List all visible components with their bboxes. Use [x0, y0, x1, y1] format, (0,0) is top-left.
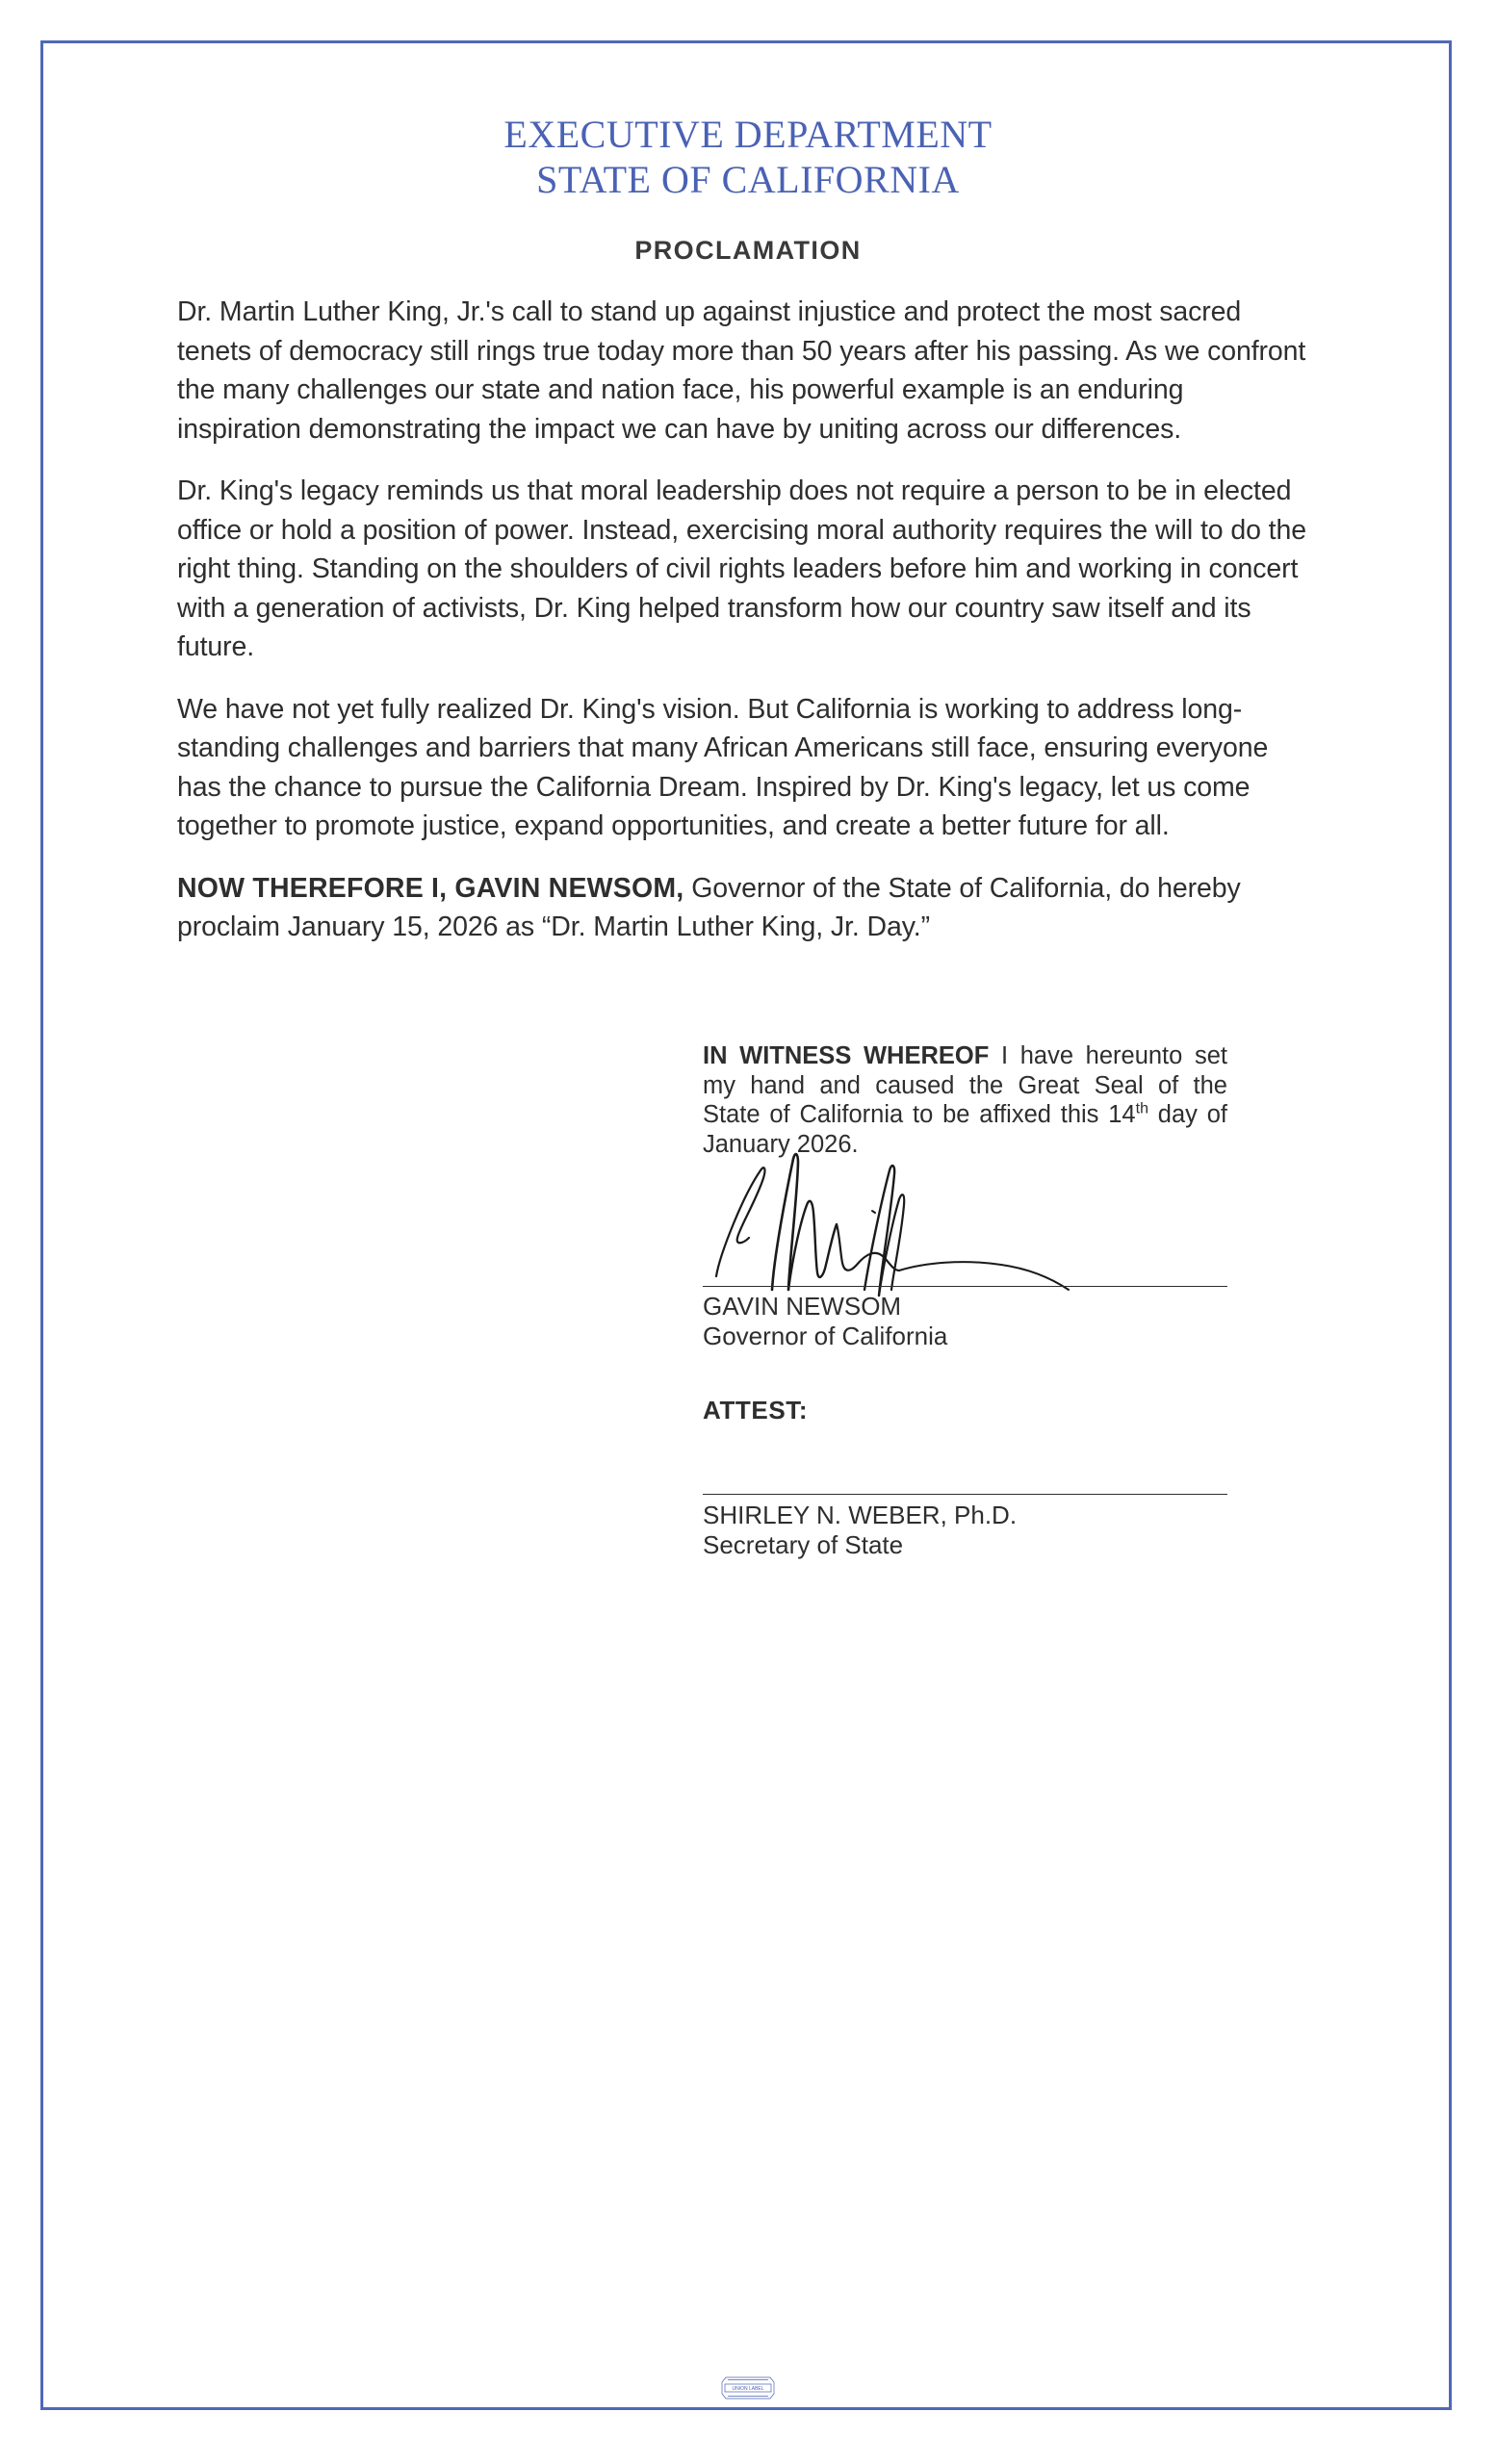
masthead-line-state-of-california: STATE OF CALIFORNIA: [536, 158, 960, 201]
witness-statement: [703, 1041, 1227, 1159]
governor-name: GAVIN NEWSOM: [703, 1292, 902, 1321]
paragraph-proclaim: [177, 869, 1313, 947]
governor-signature-line: [703, 1286, 1227, 1287]
page-title: PROCLAMATION: [634, 236, 862, 265]
attest-label: ATTEST:: [703, 1396, 809, 1424]
paragraph-3: We have not yet fully realized Dr. King's vision. But California is working to address long-standing challenges and barriers that many African Americans still face, ensuring everyone has the chance to pursue the California Dream. Inspired by Dr. King's legacy, let us come together to promote justice, expand opportunities, and create a better future for all.: [177, 693, 1269, 841]
witness-text-after-ordinal: day of January 2026.: [703, 1101, 1227, 1158]
witness-text-before-ordinal: I have hereunto set my hand and caused the Great Seal of the State of California to be affixed this 14: [703, 1042, 1227, 1128]
attest-block: [703, 1494, 1227, 1560]
masthead: [0, 112, 1496, 202]
witness-bold-lead: IN WITNESS WHEREOF: [703, 1042, 990, 1069]
proclaim-rest: Governor of the State of California, do hereby proclaim January 15, 2026 as “Dr. Martin Luther King, Jr. Day.”: [177, 872, 1241, 942]
union-label-text: UNION LABEL: [732, 2386, 764, 2392]
body-copy: [177, 293, 1313, 947]
secretary-role: Secretary of State: [703, 1530, 904, 1559]
proclaim-bold-lead: NOW THEREFORE I, GAVIN NEWSOM,: [177, 872, 684, 904]
governor-role: Governor of California: [703, 1322, 948, 1350]
witness-column: [703, 1041, 1227, 1159]
union-label-icon: [719, 2374, 777, 2402]
paragraph-1: Dr. Martin Luther King, Jr.'s call to stand up against injustice and protect the most sacred tenets of democracy still rings true today more than 50 years after his passing. As we confront the many challenges our state and nation face, his powerful example is an enduring inspiration demonstrating the impact we can have by uniting across our differences.: [177, 296, 1306, 445]
paragraph-2: Dr. King's legacy reminds us that moral leadership does not require a person to be in elected office or hold a position of power. Instead, exercising moral authority requires the will to do the right thing. Standing on the shoulders of civil rights leaders before him and working in concert with a generation of activists, Dr. King helped transform how our country saw itself and its future.: [177, 475, 1306, 662]
governor-signature-block: [703, 1205, 1227, 1350]
attest-signature-line: [703, 1494, 1227, 1495]
governor-signature-mark: [693, 1145, 1097, 1309]
secretary-name: SHIRLEY N. WEBER, Ph.D.: [703, 1501, 1018, 1529]
masthead-line-executive-department: EXECUTIVE DEPARTMENT: [503, 113, 993, 156]
witness-ordinal-suffix: th: [1135, 1100, 1148, 1117]
